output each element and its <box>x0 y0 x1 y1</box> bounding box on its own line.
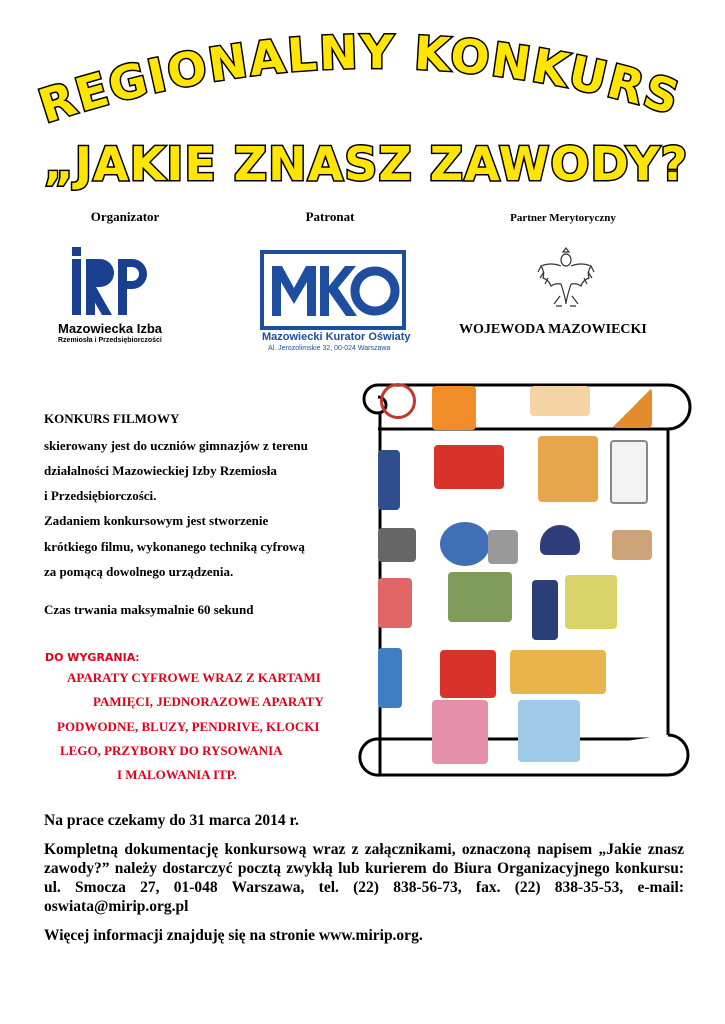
poster-title <box>0 0 725 200</box>
set-square-icon <box>612 388 652 428</box>
seamstress-icon <box>432 700 488 764</box>
contest-line-2: skierowany jest do uczniów gimnazjów z terenu <box>44 438 308 453</box>
partner-name: WOJEWODA MAZOWIECKI <box>459 322 647 337</box>
paints-icon <box>378 648 402 708</box>
nurse-icon <box>518 700 580 762</box>
prize-line-1: APARATY CYFROWE WRAZ Z KARTAMI <box>67 670 321 685</box>
organizer-name: Mazowiecka Izba <box>58 321 163 336</box>
partner-label: Partner Merytoryczny <box>510 212 616 224</box>
submission-text: Kompletną dokumentację konkursową wraz z załącznikami, oznaczoną napisem „Jakie znasz zawody?” należy dostarczyć pocztą zwykłą lub kurierem do Biura Organizacyjnego konkursu: ul. Smocza 27, 01-048 Warszawa, tel. (22) 838-56-73, fax. (22) 838-35-53, e-mail: oswiata@mirip.org.pl <box>44 841 684 915</box>
drill-icon <box>612 530 652 560</box>
more-info-text: Więcej informacji znajduję się na stronie www.mirip.org. <box>44 927 423 944</box>
camera-icon <box>378 528 416 562</box>
contest-line-1: KONKURS FILMOWY <box>44 411 180 426</box>
title-line-1: REGIONALNY KONKURS <box>32 24 687 134</box>
contest-line-6: krótkiego filmu, wykonanego techniką cyfrową <box>44 539 305 554</box>
prize-line-5: I MALOWANIA ITP. <box>117 767 237 782</box>
title-line-2: „JAKIE ZNASZ ZAWODY? <box>43 137 689 191</box>
carpenter-icon <box>538 436 598 502</box>
contest-duration: Czas trwania maksymalnie 60 sekund <box>44 602 254 617</box>
wrench-icon <box>440 522 490 566</box>
stationery-icon <box>510 650 606 694</box>
eagle-emblem-icon <box>536 240 596 310</box>
contest-line-3: działalności Mazowieckiej Izby Rzemiosła <box>44 463 277 478</box>
contest-line-4: i Przedsiębiorczości. <box>44 488 157 503</box>
saw-icon <box>530 386 590 416</box>
contest-line-7: za pomącą dowolnego urządzenia. <box>44 564 234 579</box>
patron-name: Mazowiecki Kurator Oświaty <box>262 331 411 343</box>
deadline-text: Na prace czekamy do 31 marca 2014 r. <box>44 812 299 829</box>
police-officer-icon <box>532 580 558 640</box>
prizes-heading: DO WYGRANIA: <box>45 649 140 664</box>
hairdryer-icon <box>488 530 518 564</box>
car-repair-icon <box>448 572 512 622</box>
contest-line-5: Zadaniem konkursowym jest stworzenie <box>44 513 269 528</box>
chef-icon <box>378 450 400 510</box>
mechanic-car-icon <box>434 445 504 489</box>
prize-line-3: PODWODNE, BLUZY, PENDRIVE, KLOCKI <box>57 719 320 734</box>
prize-line-4: LEGO, PRZYBORY DO RYSOWANIA <box>60 743 283 758</box>
sewing-machine-icon <box>440 650 496 698</box>
easel-icon <box>610 440 648 504</box>
fuel-pump-icon <box>432 386 476 430</box>
traffic-light-icon <box>565 575 617 629</box>
organizer-subname: Rzemiosła i Przedsiębiorczości <box>58 337 162 344</box>
mko-logo-icon <box>260 250 406 330</box>
rope-icon <box>380 383 416 419</box>
organizer-label: Organizator <box>90 209 160 224</box>
patron-label: Patronat <box>305 209 355 224</box>
patron-address: Al. Jerozolimskie 32, 00-024 Warszawa <box>268 345 391 352</box>
tailor-icon <box>378 578 412 628</box>
prize-line-2: PAMIĘCI, JEDNORAZOWE APARATY <box>93 694 324 709</box>
irp-logo-icon <box>68 245 160 320</box>
